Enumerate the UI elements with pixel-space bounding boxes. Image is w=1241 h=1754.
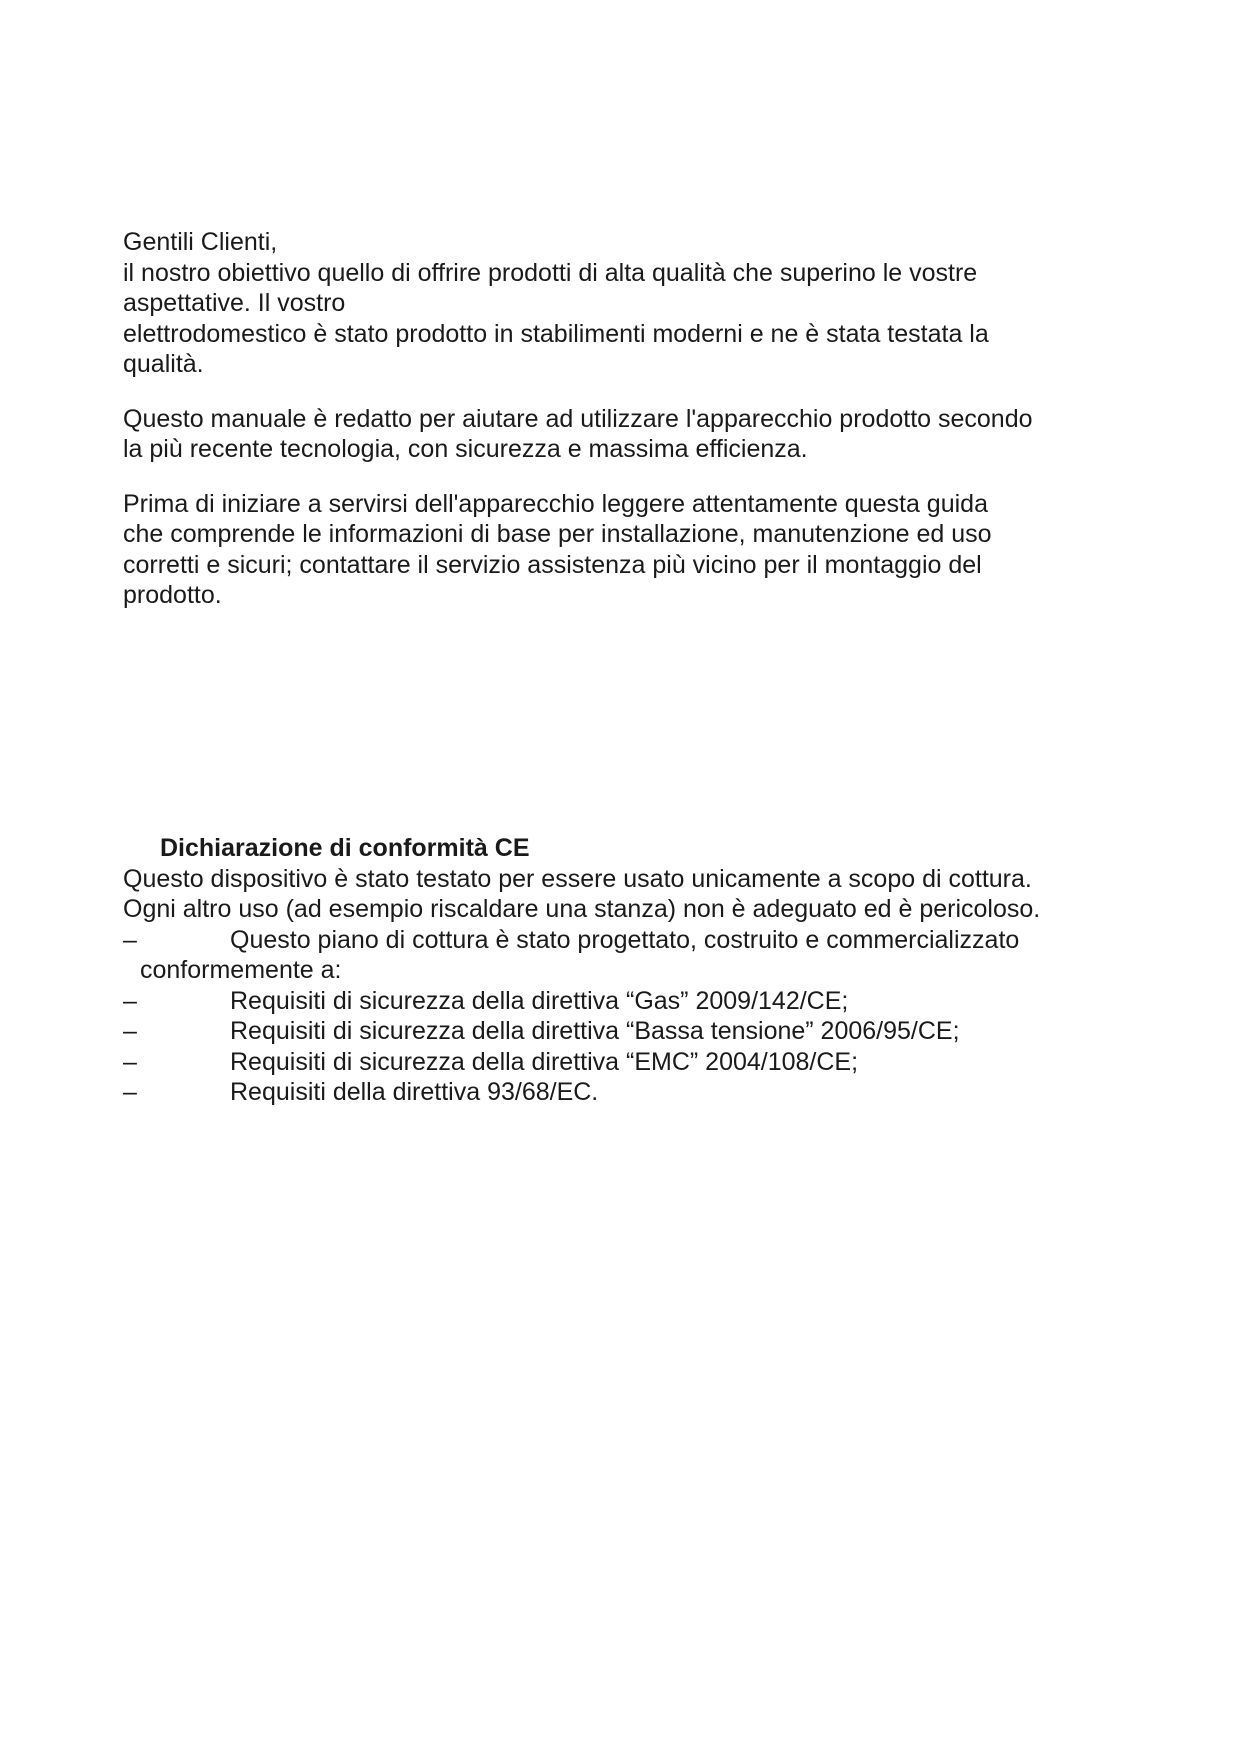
intro-line: aspettative. Il vostro [123, 289, 346, 317]
dash-bullet: – [123, 1047, 137, 1076]
intro-line: la più recente tecnologia, con sicurezza e massima efficienza. [123, 435, 808, 463]
dash-bullet: – [123, 925, 137, 954]
ce-heading: Dichiarazione di conformità CE [160, 834, 530, 862]
ce-list-item [123, 1077, 1203, 1108]
intro-line: Questo manuale è redatto per aiutare ad utilizzare l'apparecchio prodotto secondo [123, 404, 1033, 433]
intro-paragraph-2 [123, 404, 1143, 465]
ce-list-item-continuation: conformemente a: [140, 956, 342, 984]
intro-line: qualità. [123, 350, 204, 378]
dash-bullet: – [123, 1017, 137, 1045]
intro-line: Prima di iniziare a servirsi dell'apparecchio leggere attentamente questa guida [123, 489, 988, 518]
dash-bullet: – [123, 1078, 137, 1106]
intro-line: prodotto. [123, 581, 222, 609]
intro-paragraph-3 [123, 489, 1143, 611]
ce-list-item [123, 986, 1203, 1017]
ce-list-item [123, 1016, 1203, 1047]
intro-line: che comprende le informazioni di base per installazione, manutenzione ed uso [123, 520, 992, 548]
intro-section [123, 227, 1143, 635]
ce-declaration-section [123, 833, 1203, 1108]
greeting-line: Gentili Clienti, [123, 228, 278, 256]
ce-list-item-text: Questo piano di cottura è stato progettato, costruito e commercializzato [230, 925, 1020, 954]
ce-list-item-text: Requisiti di sicurezza della direttiva “Bassa tensione” 2006/95/CE; [230, 1017, 960, 1045]
ce-list-item-text: Requisiti di sicurezza della direttiva “Gas” 2009/142/CE; [230, 986, 849, 1015]
ce-line: Ogni altro uso (ad esempio riscaldare una stanza) non è adeguato ed è pericoloso. [123, 895, 1041, 923]
intro-paragraph-1 [123, 227, 1143, 380]
ce-list-item-text: Requisiti della direttiva 93/68/EC. [230, 1078, 599, 1106]
ce-list-item [123, 1047, 1203, 1078]
intro-line: il nostro obiettivo quello di offrire prodotti di alta qualità che superino le vostre [123, 258, 978, 287]
intro-line: elettrodomestico è stato prodotto in stabilimenti moderni e ne è stata testata la [123, 319, 989, 348]
ce-list-item [123, 925, 1203, 956]
dash-bullet: – [123, 986, 137, 1015]
ce-line: Questo dispositivo è stato testato per essere usato unicamente a scopo di cottura. [123, 864, 1032, 893]
intro-line: corretti e sicuri; contattare il servizio assistenza più vicino per il montaggio del [123, 550, 982, 579]
ce-list-item-text: Requisiti di sicurezza della direttiva “EMC” 2004/108/CE; [230, 1047, 859, 1076]
